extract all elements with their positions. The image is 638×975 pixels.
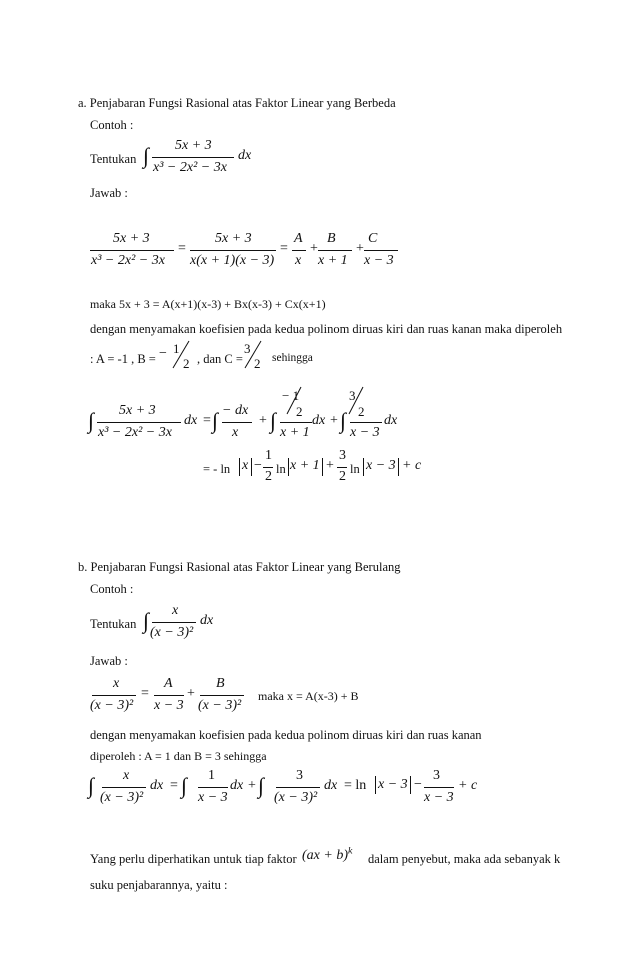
pf-denominator: (x − 3)² — [90, 698, 134, 713]
fraction-bar — [152, 157, 234, 158]
fraction-bar — [222, 422, 252, 423]
equals-sign: = — [170, 778, 178, 793]
equals-sign: = — [141, 686, 149, 701]
example-numerator: x — [172, 603, 179, 618]
equals-sign: = — [178, 241, 186, 256]
coef-a: A — [294, 231, 303, 246]
dx-label: dx — [184, 413, 198, 428]
den-x: x — [295, 253, 302, 268]
dx-label: dx — [238, 148, 252, 163]
factor-power: k — [348, 845, 353, 857]
fraction-bar — [424, 787, 454, 788]
integral-sign: ∫ — [143, 608, 150, 633]
values-line: : A = -1 , B = — [90, 352, 156, 366]
den-x-minus-3: x − 3 — [154, 698, 184, 713]
plus-c: + c — [458, 778, 478, 793]
factor-base: (ax + b) — [302, 848, 348, 863]
abs-bar — [251, 458, 252, 476]
plus-c: + c — [402, 458, 422, 473]
ln-label: ln — [350, 462, 360, 476]
section-b-heading: b. Penjabaran Fungsi Rasional atas Faktor Linear yang Berulang — [78, 560, 401, 574]
footer-text-1b: dalam penyebut, maka ada sebanyak k — [368, 852, 561, 866]
example-denominator: (x − 3)² — [150, 625, 194, 640]
c-denominator: 2 — [254, 356, 261, 371]
dengan-line: dengan menyamakan koefisien pada kedua polinom diruas kiri dan ruas kanan maka diperoleh — [90, 322, 563, 336]
int-denominator: x³ − 2x² − 3x — [98, 425, 172, 440]
ln-label: ln — [276, 462, 286, 476]
c-numerator: 3 — [244, 341, 251, 356]
fraction-bar — [276, 787, 320, 788]
fraction-bar — [97, 422, 181, 423]
section-a-jawab: Jawab : — [90, 186, 128, 200]
den-x-plus-1: x + 1 — [280, 425, 310, 440]
coef-a: A — [164, 676, 173, 691]
integral-sign: ∫ — [258, 773, 265, 798]
fraction-bar — [90, 250, 174, 251]
int-numerator: x — [123, 768, 130, 783]
dengan-line-1: dengan menyamakan koefisien pada kedua polinom diruas kiri dan ruas kanan — [90, 728, 482, 742]
integral-sign: ∫ — [212, 408, 219, 433]
tail-numerator: 3 — [433, 768, 440, 783]
minus-sign: − — [254, 458, 262, 473]
integral-sign: ∫ — [143, 143, 150, 168]
section-b-jawab: Jawab : — [90, 654, 128, 668]
three-numerator: 3 — [339, 448, 346, 463]
abs-x-minus-3: x − 3 — [378, 777, 408, 792]
plus-sign: + — [248, 778, 256, 793]
half-denominator: 2 — [265, 469, 272, 484]
pf-numerator: x — [113, 676, 120, 691]
fraction-bar — [280, 422, 312, 423]
den-x-minus-3: x − 3 — [350, 425, 380, 440]
abs-x-plus-1: x + 1 — [290, 458, 320, 473]
abs-bar — [322, 458, 323, 476]
example-numerator: 5x + 3 — [175, 138, 212, 153]
sehingga: sehingga — [272, 352, 313, 364]
plus-sign: + — [326, 458, 334, 473]
term2-denominator: 2 — [296, 404, 303, 419]
pf-numerator-2: 5x + 3 — [215, 231, 252, 246]
integral-sign: ∫ — [88, 773, 95, 798]
abs-bar — [375, 776, 376, 794]
maka-line: maka x = A(x-3) + B — [258, 689, 359, 703]
dx-label: dx — [150, 778, 164, 793]
abs-x-minus-3: x − 3 — [366, 458, 396, 473]
dx-label: dx — [324, 778, 338, 793]
plus-sign: + — [187, 686, 195, 701]
fraction-bar — [190, 250, 276, 251]
pf-denominator-1: x³ − 2x² − 3x — [91, 253, 165, 268]
equals-sign: = — [280, 241, 288, 256]
fraction-bar — [350, 422, 382, 423]
dengan-line-2: diperoleh : A = 1 dan B = 3 sehingga — [90, 749, 267, 763]
b-denominator: 2 — [183, 356, 190, 371]
section-a-tentukan: Tentukan — [90, 152, 137, 166]
tail-denominator: x − 3 — [424, 790, 454, 805]
int-denominator: (x − 3)² — [100, 790, 144, 805]
abs-bar — [363, 458, 364, 476]
example-denominator: x³ − 2x² − 3x — [153, 160, 227, 175]
fraction-bar — [152, 622, 196, 623]
section-b-tentukan: Tentukan — [90, 617, 137, 631]
coef-b: B — [216, 676, 225, 691]
den-x: x — [232, 425, 239, 440]
b-numerator: 1 — [173, 341, 180, 356]
den-x-minus-3: x − 3 — [198, 790, 228, 805]
coef-b: B — [327, 231, 336, 246]
fraction-bar — [92, 695, 136, 696]
int-numerator: 5x + 3 — [119, 403, 156, 418]
equals-sign: = — [203, 413, 211, 428]
section-b-contoh: Contoh : — [90, 582, 134, 596]
fraction-bar — [200, 695, 244, 696]
fraction-bar — [102, 787, 146, 788]
abs-x: x — [242, 458, 249, 473]
den-squared: (x − 3)² — [198, 698, 242, 713]
footer-text-1a: Yang perlu diperhatikan untuk tiap faktor — [90, 852, 297, 866]
slash-bar — [242, 340, 264, 370]
two-denominator: 2 — [339, 469, 346, 484]
half-numerator: 1 — [265, 448, 272, 463]
dx-label: dx — [312, 413, 326, 428]
minus-sign: − — [159, 346, 167, 361]
abs-bar — [288, 458, 289, 476]
pf-numerator-1: 5x + 3 — [113, 231, 150, 246]
dx-label: dx — [230, 778, 244, 793]
fraction-bar — [154, 695, 184, 696]
fraction-bar — [292, 250, 306, 251]
term3-numerator: 3 — [349, 388, 356, 403]
integral-sign: ∫ — [88, 408, 95, 433]
plus-sign: + — [310, 241, 318, 256]
abs-bar — [398, 458, 399, 476]
dx-label: dx — [384, 413, 398, 428]
pf-denominator-2: x(x + 1)(x − 3) — [190, 253, 275, 268]
neg-dx: − dx — [222, 403, 249, 418]
coef-c: C — [368, 231, 378, 246]
plus-sign: + — [259, 413, 267, 428]
integral-sign: ∫ — [181, 773, 188, 798]
den-x-minus-3: x − 3 — [364, 253, 394, 268]
one-numerator: 1 — [208, 768, 215, 783]
three-numerator: 3 — [296, 768, 303, 783]
integral-sign: ∫ — [270, 408, 277, 433]
den-squared: (x − 3)² — [274, 790, 318, 805]
fraction-bar — [198, 787, 228, 788]
equals-sign: = ln — [344, 778, 367, 793]
fraction-bar — [318, 250, 352, 251]
section-a-contoh: Contoh : — [90, 118, 134, 132]
den-x-plus-1: x + 1 — [318, 253, 348, 268]
minus-sign: − — [414, 777, 422, 792]
fraction-bar — [364, 250, 398, 251]
integral-sign: ∫ — [340, 408, 347, 433]
fraction-bar — [337, 467, 347, 468]
term3-denominator: 2 — [358, 404, 365, 419]
abs-bar — [239, 458, 240, 476]
plus-sign: + — [330, 413, 338, 428]
plus-sign: + — [356, 241, 364, 256]
factor-expression — [302, 845, 353, 864]
term2-numerator: − 1 — [282, 388, 300, 403]
abs-bar — [410, 776, 411, 794]
footer-text-2: suku penjabarannya, yaitu : — [90, 878, 228, 892]
dan-c: , dan C = — [197, 352, 243, 366]
dx-label: dx — [200, 613, 214, 628]
fraction-bar — [263, 467, 273, 468]
maka-line: maka 5x + 3 = A(x+1)(x-3) + Bx(x-3) + Cx(x+1) — [90, 297, 326, 311]
section-a-heading: a. Penjabaran Fungsi Rasional atas Faktor Linear yang Berbeda — [78, 96, 396, 110]
result-prefix: = - ln — [203, 462, 231, 476]
